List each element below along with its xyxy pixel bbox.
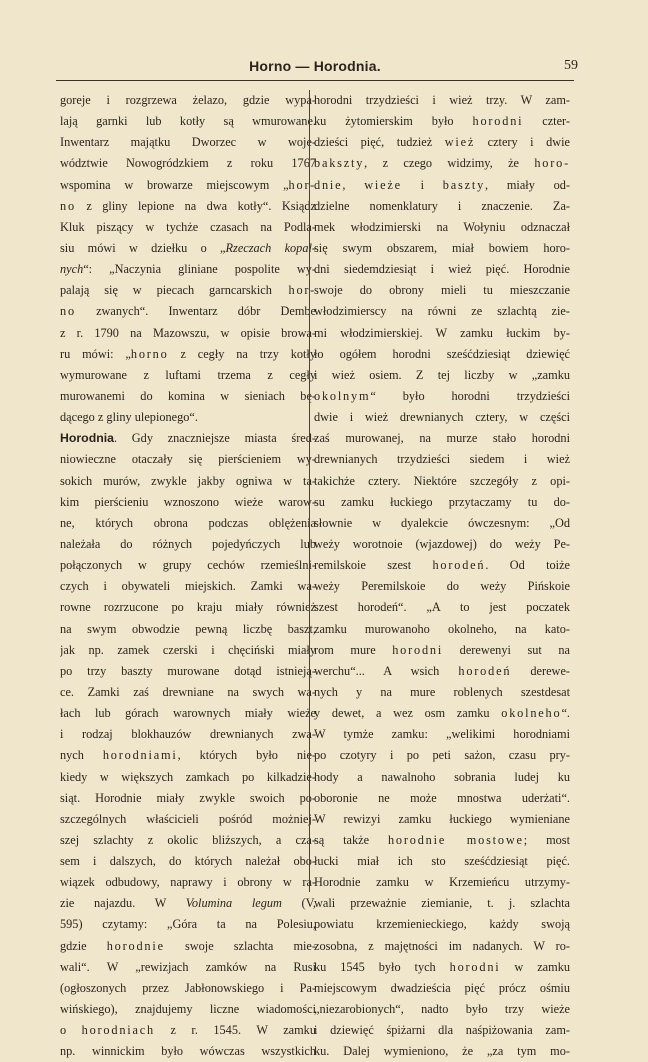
text-line: „niezarobionych“, nadto było trzy wieże (314, 1002, 570, 1017)
text-line: mek włodzimierski na Wołyniu odznaczał (314, 219, 570, 234)
text-line: okolnym“ było horodni trzydzieści (314, 388, 570, 403)
right-column (314, 90, 570, 1062)
text-line: powiatu krzemienieckiego, każdy swoją (314, 917, 570, 932)
text-line: siu mówi w dziełku o „Rzeczach kopal- (60, 240, 316, 255)
text-line: dzielne nomenklatury i znaczenie. Za- (314, 198, 570, 213)
text-line: mi włodzimierskiej. W zamku łuckim by- (314, 325, 570, 340)
text-line: swoje do obrony mieli tu mieszczanie (314, 283, 570, 298)
text-line: su zamku łuckiego przytaczamy tu do- (314, 494, 570, 509)
text-line: zie najazdu. W Volumina legum (V, (60, 896, 316, 911)
text-line: szej szlachty z okolic bliższych, a cza- (60, 832, 316, 847)
text-line: ru mówi: „horno z cegły na trzy kotły (60, 346, 316, 361)
text-line: na swym obwodzie pewną liczbę baszt, (60, 621, 316, 636)
text-line: ku żytomierskim było horodni czter- (314, 114, 570, 129)
text-line: o horodniach z r. 1545. W zamku (60, 1023, 316, 1038)
text-line: W rewizyi zamku łuckiego wymieniane (314, 811, 570, 826)
text-line: dzieści pięć, tudzież wież cztery i dwie (314, 135, 570, 150)
text-line: weży Peremilskoie do weży Pińskoie (314, 579, 570, 594)
text-line: się swym obszarem, miał bowiem horo- (314, 240, 570, 255)
entry-heading: Horodnia (60, 431, 114, 446)
text-line: ne, których obrona podczas oblężenia (60, 515, 316, 530)
text-line: szest horodeń“. „A to jest poczatek (314, 600, 570, 615)
text-line: wództwie Nowogródzkiem z roku 1767 (60, 156, 316, 171)
text-line: po czotyry i po peti sażon, czasu pry- (314, 748, 570, 763)
column-divider (309, 90, 310, 892)
text-line: wymurowane z luftami trzema z cegły (60, 367, 316, 382)
text-line: słownie w dyalekcie ówczesnym: „Od (314, 515, 570, 530)
text-line: palają się w piecach garncarskich hor- (60, 283, 316, 298)
text-line: wiązek odbudowy, naprawy i obrony w ra- (60, 875, 316, 890)
text-line: np. winnickim było wówczas wszystkich (60, 1044, 316, 1059)
text-line: dnie, wieże i baszty, miały od- (314, 177, 570, 192)
text-line: czych i obywateli miejskich. Zamki wa- (60, 579, 316, 594)
entry-heading-line: Horodnia. Gdy znaczniejsze miasta śred- (60, 431, 316, 446)
text-line: dącego z gliny ulepionego“. (60, 410, 198, 425)
text-line: szczególnych właścicieli pośród możniej- (60, 811, 316, 826)
text-line: y dewet, a wez osm zamku okolneho“. (314, 706, 570, 721)
text-line: wali przeważnie ziemianie, t. j. szlachta (314, 896, 570, 911)
text-line: gdzie horodnie swoje szlachta mie- (60, 938, 316, 953)
text-line: Inwentarz majątku Dworzec w woje- (60, 135, 316, 150)
text-line: takichże cztery. Niektóre szczegóły z opi- (314, 473, 570, 488)
text-line: dwie i wież drewnianych cztery, w części (314, 410, 570, 425)
text-line: wspomina w browarze miejscowym „hor- (60, 177, 316, 192)
text-line: wińskiego), znajdujemy liczne wiadomości (60, 1002, 316, 1017)
text-line: oboronie ne może mnostwa uderżati“. (314, 790, 570, 805)
text-line: goreje i rozgrzewa żelazo, gdzie wypa- (60, 93, 316, 107)
text-line: Horodnie zamku w Krzemieńcu utrzymy- (314, 875, 570, 890)
text-line: i rodzaj blokhauzów drewnianych zwa- (60, 727, 316, 742)
text-line: nych horodniami, których było nie- (60, 748, 316, 763)
text-line: rowne rozrzucone po kraju miały również (60, 600, 316, 615)
running-head: Horno — Horodnia. (249, 58, 381, 74)
text-line: no zwanych“. Inwentarz dóbr Dembe (60, 304, 316, 319)
text-line: lają garnki lub kotły są wmurowane. (60, 114, 316, 129)
text-line: horodni trzydzieści i wież trzy. W zam- (314, 93, 570, 107)
text-line: zosobna, z majętności im nadanych. W ro- (314, 938, 570, 953)
text-line: werchu“... A wsich horodeń derewe- (314, 663, 570, 678)
header-rule (56, 80, 574, 81)
text-line: weży worotnoie (wjazdowej) do weży Pe- (314, 536, 570, 551)
text-line: jak np. zamek czerski i chęciński miały (60, 642, 316, 657)
text-line: remilskoie szest horodeń. Od toiże (314, 558, 570, 573)
text-line: i dziewięć śpiżarni dla naśpiżowania zam- (314, 1023, 570, 1038)
text-line: włodzimierscy na równi ze szlachtą zie- (314, 304, 570, 319)
text-line: drewnianych trzydzieści siedem i wież (314, 452, 570, 467)
text-line: po trzy baszty murowane dotąd istnieją- (60, 663, 316, 678)
text-line: hody a nawalnoho sobrania ludej ku (314, 769, 570, 784)
text-line: kim pierścieniu wznoszono wieże warow- (60, 494, 316, 509)
text-line: nych“: „Naczynia gliniane pospolite wy- (60, 262, 316, 277)
text-line: nych y na mure roblenych szestdesat (314, 684, 570, 699)
text-line: 595) czytamy: „Góra ta na Polesiu, (60, 917, 316, 932)
page-header (52, 58, 578, 78)
text-line: zaś murowanej, na murze stało horodni (314, 431, 570, 446)
text-line: połączonych w grupy cechów rzemieślni- (60, 558, 316, 573)
text-line: łach lub górach warownych miały wieże (60, 706, 316, 721)
text-line: ku. Dalej wymieniono, że „za tym mo- (314, 1044, 570, 1059)
text-line: łucki miał ich sto sześćdziesiąt pięć. (314, 854, 570, 869)
text-line: sem i dalszych, do których należał obo- (60, 854, 316, 869)
text-line: dni siedemdziesiąt i wież pięć. Horodnie (314, 262, 570, 277)
text-line: (ogłoszonych przez Jabłonowskiego i Pa- (60, 980, 316, 995)
text-line: ce. Zamki zaś drewniane na swych wa- (60, 684, 316, 699)
text-line: murowanemi do komina w sieniach bę- (60, 388, 316, 403)
text-line: kiedy w większych zamkach po kilkadzie- (60, 769, 316, 784)
text-line: W tymże zamku: „welikimi horodniami (314, 727, 570, 742)
text-line: zamku murowanoho okolneho, na kato- (314, 621, 570, 636)
text-line: ło ogółem horodni sześćdziesiąt dziewięć (314, 346, 570, 361)
text-line: i wież osiem. Z tej liczby w „zamku (314, 367, 570, 382)
text-line: siąt. Horodnie miały zwykle swoich po- (60, 790, 316, 805)
text-line: z r. 1790 na Mazowszu, w opisie browa- (60, 325, 316, 340)
text-line: sokich murów, zwykle jakby ogniwa w ta- (60, 473, 316, 488)
text-line: miejscowym dwadzieścia pięć prócz ośmiu (314, 980, 570, 995)
text-line: niowieczne otaczały się pierścieniem wy- (60, 452, 316, 467)
text-line: należała do różnych pojedyńczych lub (60, 536, 316, 551)
text-line: rom mure horodni derewenyi sut na (314, 642, 570, 657)
text-line: ku 1545 było tych horodni w zamku (314, 959, 570, 974)
text-line: wali“. W „rewizjach zamków na Rusi (60, 959, 316, 974)
left-column (60, 90, 316, 1062)
text-line: Kluk piszący w tychże czasach na Podla- (60, 219, 316, 234)
text-line: no z gliny lepione na dwa kotły“. Ksiądz (60, 198, 316, 213)
text-line: bakszty, z czego widzimy, że horo- (314, 156, 570, 171)
text-line: są także horodnie mostowe; most (314, 832, 570, 847)
page-number: 59 (564, 58, 578, 73)
